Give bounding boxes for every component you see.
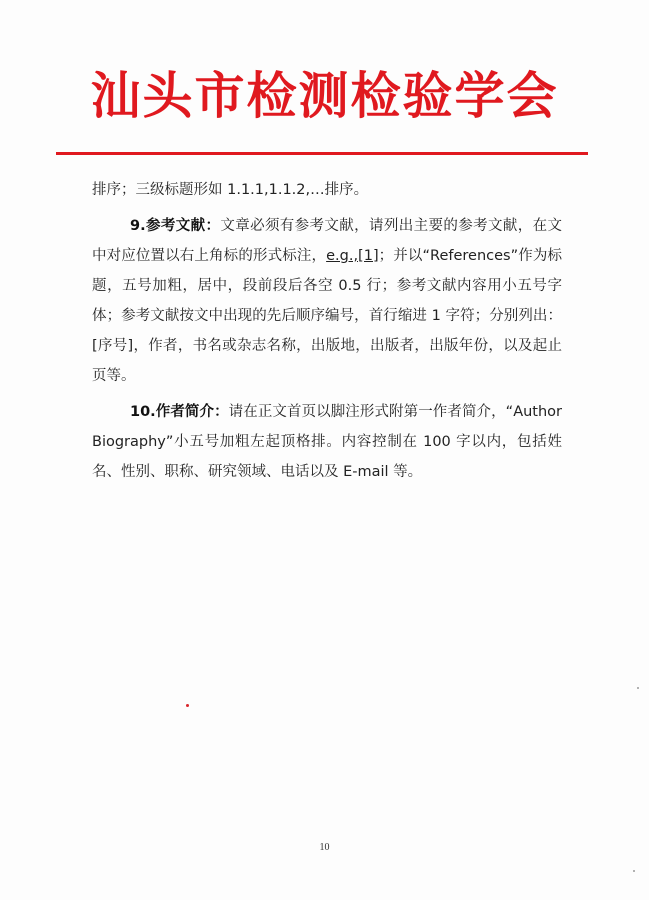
page-number: 10 [319, 842, 330, 853]
references-text-before: 文章必须有参考文献，请列出主要的参考文献，在文中对应位置以右上角标的形式标注， [92, 218, 562, 264]
author-bio-paragraph [92, 397, 562, 487]
author-bio-heading: 10.作者简介： [130, 404, 229, 420]
continuation-paragraph [92, 175, 562, 205]
references-text-after: ；并以“References”作为标题，五号加粗，居中，段前段后各空 0.5 行；参考文献内容用小五号字体；参考文献按文中出现的先后顺序编号，首行缩进 1 字符；分别列出：[序号]，作者，书名或杂志名称，出版地，出版者，出版年份，以及起止页等。 [92, 248, 562, 384]
letterhead-red-rule [56, 152, 588, 155]
references-heading: 9.参考文献： [130, 218, 221, 234]
scan-speck [637, 687, 639, 689]
body-text [92, 175, 562, 493]
scan-red-dot [186, 704, 189, 707]
org-letterhead-title: 汕头市检测检验学会 [90, 66, 559, 125]
references-paragraph [92, 211, 562, 391]
continuation-text: 排序；三级标题形如 1.1.1,1.1.2,…排序。 [92, 182, 369, 198]
author-bio-text: 请在正文首页以脚注形式附第一作者简介，“Author Biography”小五号加粗左起顶格排。内容控制在 100 字以内，包括姓名、性别、职称、研究领域、电话以及 E-mail 等。 [92, 404, 563, 480]
reference-example: e.g.,[1] [326, 248, 379, 264]
scan-speck [633, 870, 635, 872]
